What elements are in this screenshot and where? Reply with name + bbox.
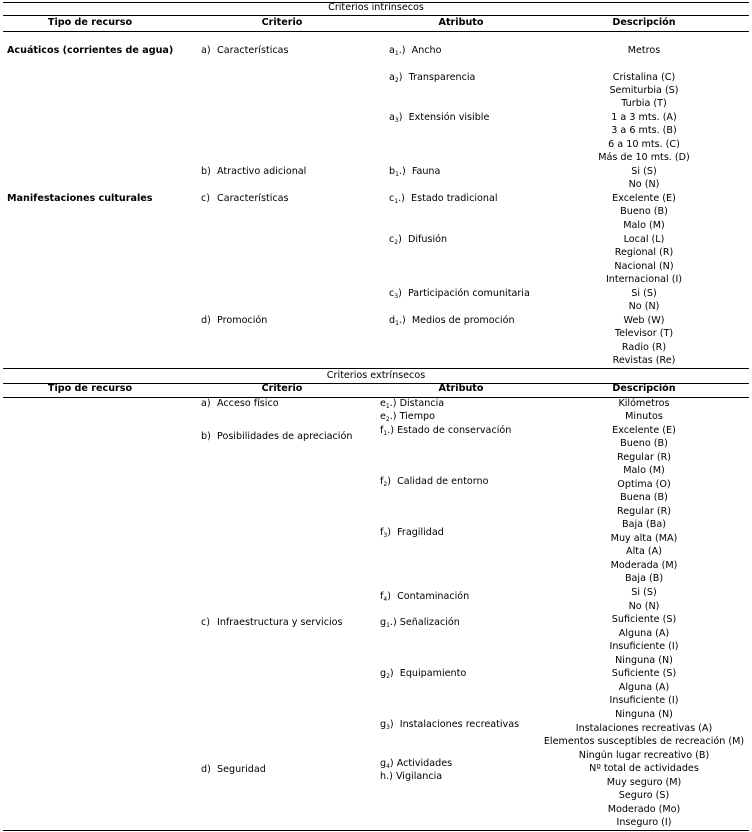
atributo-text: Fauna bbox=[411, 166, 441, 177]
s2-atributo bbox=[380, 590, 469, 605]
s2-descripcion: Ninguna (N) bbox=[615, 655, 673, 666]
s1-descripcion: 6 a 10 mts. (C) bbox=[608, 139, 680, 150]
atributo-letter: h bbox=[380, 771, 387, 782]
s2-descripcion: Muy alta (MA) bbox=[610, 533, 678, 544]
s2-descripcion: Insuficiente (I) bbox=[609, 641, 679, 652]
atributo-letter: a bbox=[389, 72, 395, 83]
atributo-sep: ) bbox=[389, 668, 400, 679]
s1-tipo-acuaticos: Acuáticos (corrientes de agua) bbox=[7, 45, 174, 56]
s1-criterio-letter: b) bbox=[201, 166, 211, 177]
atributo-letter: a bbox=[389, 45, 395, 56]
s2-descripcion: Alta (A) bbox=[626, 546, 662, 557]
s2-descripcion: Instalaciones recreativas (A) bbox=[575, 723, 713, 734]
s2-atributo bbox=[380, 424, 511, 439]
s1-atributo bbox=[389, 287, 530, 302]
s2-descripcion: Ninguna (N) bbox=[615, 709, 673, 720]
atributo-index: 3 bbox=[394, 293, 399, 300]
s1-header-atributo: Atributo bbox=[438, 17, 484, 28]
s1-descripcion: Más de 10 mts. (D) bbox=[598, 152, 690, 163]
s1-descripcion: Televisor (T) bbox=[614, 328, 674, 339]
atributo-index: 2 bbox=[383, 481, 388, 488]
atributo-index: 2 bbox=[394, 239, 399, 246]
atributo-sep: .) bbox=[387, 425, 398, 436]
s2-descripcion: No (N) bbox=[628, 601, 660, 612]
atributo-index: 1 bbox=[395, 320, 399, 327]
atributo-text: Vigilancia bbox=[395, 771, 443, 782]
atributo-index: 2 bbox=[385, 416, 390, 423]
atributo-letter: f bbox=[380, 476, 384, 487]
atributo-index: 1 bbox=[394, 50, 399, 57]
s1-descripcion: Si (S) bbox=[631, 166, 657, 177]
atributo-text: Transparencia bbox=[408, 72, 476, 83]
s2-atributo bbox=[380, 770, 442, 784]
s1-atributo bbox=[389, 165, 440, 180]
atributo-text: Distancia bbox=[399, 398, 445, 409]
atributo-letter: f bbox=[380, 425, 384, 436]
atributo-letter: g bbox=[380, 668, 387, 679]
s1-descripcion: Cristalina (C) bbox=[612, 72, 676, 83]
atributo-letter: g bbox=[380, 719, 387, 730]
atributo-index: 4 bbox=[383, 596, 388, 603]
s1-descripcion: No (N) bbox=[628, 301, 660, 312]
atributo-text: Extensión visible bbox=[408, 112, 490, 123]
s2-header-atributo: Atributo bbox=[438, 383, 484, 394]
s1-atributo bbox=[389, 71, 475, 86]
s1-tipo-manifestaciones: Manifestaciones culturales bbox=[7, 193, 153, 204]
atributo-letter: e bbox=[380, 398, 386, 409]
s2-criterio-letter: b) bbox=[201, 431, 211, 442]
s1-descripcion: Turbia (T) bbox=[621, 98, 667, 109]
atributo-letter: c bbox=[389, 234, 395, 245]
atributo-letter: f bbox=[380, 591, 384, 602]
s2-descripcion: Bueno (B) bbox=[620, 438, 668, 449]
atributo-sep: .) bbox=[398, 45, 412, 56]
s1-criterio-label: Características bbox=[217, 193, 289, 204]
bottom-rule bbox=[3, 830, 749, 831]
s2-descripcion: Moderada (M) bbox=[610, 560, 678, 571]
atributo-text: Tiempo bbox=[399, 411, 436, 422]
s2-header-tipo: Tipo de recurso bbox=[47, 383, 133, 394]
s2-descripcion: Elementos susceptibles de recreación (M) bbox=[543, 736, 745, 747]
atributo-index: 3 bbox=[386, 724, 390, 731]
s1-descripcion: 3 a 6 mts. (B) bbox=[611, 125, 677, 136]
atributo-sep: ) bbox=[387, 591, 398, 602]
s2-atributo bbox=[380, 475, 488, 490]
s2-descripcion: Excelente (E) bbox=[612, 425, 676, 436]
s2-descripcion: Regular (R) bbox=[617, 506, 671, 517]
atributo-text: Estado tradicional bbox=[411, 193, 498, 204]
atributo-letter: c bbox=[389, 288, 395, 299]
s1-atributo bbox=[389, 314, 515, 329]
s2-descripcion: Alguna (A) bbox=[618, 682, 670, 693]
s2-criterio-label: Posibilidades de apreciación bbox=[217, 431, 353, 442]
s1-descripcion: Radio (R) bbox=[621, 342, 667, 353]
s2-descripcion: Buena (B) bbox=[620, 492, 668, 503]
atributo-index: 4 bbox=[386, 763, 390, 770]
s2-descripcion: Nº total de actividades bbox=[589, 763, 699, 774]
s1-criterio-letter: d) bbox=[201, 315, 211, 326]
atributo-text: Señalización bbox=[399, 617, 460, 628]
s2-descripcion: Minutos bbox=[625, 411, 663, 422]
s2-descripcion: Inseguro (I) bbox=[616, 817, 672, 828]
s1-descripcion: Internacional (I) bbox=[605, 274, 683, 285]
s1-header-criterio: Criterio bbox=[261, 17, 303, 28]
s1-criterio-label: Características bbox=[217, 45, 289, 56]
atributo-text: Equipamiento bbox=[399, 668, 467, 679]
atributo-sep: .) bbox=[398, 315, 412, 326]
atributo-index: 1 bbox=[395, 171, 399, 178]
s2-descripcion: Alguna (A) bbox=[618, 628, 670, 639]
s2-atributo bbox=[380, 526, 444, 541]
s1-criterio-letter: a) bbox=[201, 45, 211, 56]
s2-descripcion: Malo (M) bbox=[623, 465, 665, 476]
s2-descripcion: Ningún lugar recreativo (B) bbox=[578, 750, 710, 761]
atributo-index: 1 bbox=[386, 622, 390, 629]
s1-header-descripcion: Descripción bbox=[612, 17, 676, 28]
s1-descripcion: Nacional (N) bbox=[614, 261, 674, 272]
atributo-letter: f bbox=[380, 527, 384, 538]
s1-descripcion: Revistas (Re) bbox=[612, 355, 676, 366]
s1-header-tipo: Tipo de recurso bbox=[47, 17, 133, 28]
s1-descripcion: Semiturbia (S) bbox=[609, 85, 679, 96]
atributo-letter: b bbox=[389, 166, 396, 177]
s1-descripcion: Web (W) bbox=[623, 315, 665, 326]
s1-atributo bbox=[389, 111, 489, 126]
atributo-index: 3 bbox=[383, 532, 388, 539]
atributo-text: Instalaciones recreativas bbox=[399, 719, 520, 730]
s2-criterio-label: Seguridad bbox=[217, 764, 266, 775]
s1-descripcion: Malo (M) bbox=[623, 220, 665, 231]
s2-criterio-letter: c) bbox=[201, 617, 211, 628]
atributo-sep: .) bbox=[389, 411, 400, 422]
atributo-index: 1 bbox=[385, 403, 390, 410]
atributo-sep: ) bbox=[398, 288, 408, 299]
s1-descripcion: Regional (R) bbox=[614, 247, 674, 258]
atributo-index: 3 bbox=[394, 117, 399, 124]
s1-descripcion: Si (S) bbox=[631, 288, 657, 299]
s1-descripcion: Local (L) bbox=[623, 234, 665, 245]
atributo-letter: c bbox=[389, 193, 395, 204]
s1-criterio-label: Promoción bbox=[217, 315, 268, 326]
atributo-text: Medios de promoción bbox=[411, 315, 515, 326]
s1-descripcion: No (N) bbox=[628, 179, 660, 190]
s2-header-criterio: Criterio bbox=[261, 383, 303, 394]
atributo-sep: ) bbox=[387, 476, 398, 487]
atributo-sep: ) bbox=[387, 527, 398, 538]
s1-descripcion: 1 a 3 mts. (A) bbox=[611, 112, 677, 123]
atributo-letter: e bbox=[380, 411, 386, 422]
s2-descripcion: Optima (O) bbox=[617, 479, 671, 490]
atributo-letter: a bbox=[389, 112, 395, 123]
s1-atributo bbox=[389, 233, 447, 248]
s2-descripcion: Seguro (S) bbox=[618, 790, 670, 801]
s2-atributo bbox=[380, 718, 519, 733]
s2-descripcion: Suficiente (S) bbox=[611, 614, 677, 625]
s1-descripcion: Excelente (E) bbox=[612, 193, 676, 204]
s2-descripcion: Moderado (Mo) bbox=[607, 804, 681, 815]
s2-atributo bbox=[380, 616, 460, 631]
atributo-text: Contaminación bbox=[397, 591, 470, 602]
s1-atributo bbox=[389, 192, 498, 207]
s1-header-rule bbox=[3, 31, 749, 32]
s1-descripcion: Bueno (B) bbox=[620, 206, 668, 217]
atributo-sep: ) bbox=[398, 72, 409, 83]
atributo-sep: .) bbox=[389, 617, 400, 628]
s2-descripcion: Suficiente (S) bbox=[611, 668, 677, 679]
atributo-letter: g bbox=[380, 758, 387, 769]
s2-criterio-letter: a) bbox=[201, 398, 211, 409]
s2-descripcion: Kilómetros bbox=[618, 398, 670, 409]
s2-descripcion: Muy seguro (M) bbox=[606, 777, 682, 788]
atributo-index: 2 bbox=[394, 77, 399, 84]
atributo-text: Participación comunitaria bbox=[407, 288, 530, 299]
s2-descripcion: Baja (Ba) bbox=[621, 519, 667, 530]
s2-descripcion: Baja (B) bbox=[624, 573, 664, 584]
atributo-sep: ) bbox=[398, 112, 409, 123]
s1-criterio-letter: c) bbox=[201, 193, 211, 204]
atributo-sep: .) bbox=[398, 193, 412, 204]
section2-title: Criterios extrínsecos bbox=[326, 370, 426, 381]
atributo-text: Actividades bbox=[396, 758, 453, 769]
s2-criterio-label: Infraestructura y servicios bbox=[217, 617, 343, 628]
atributo-letter: g bbox=[380, 617, 387, 628]
atributo-sep: .) bbox=[398, 166, 412, 177]
atributo-text: Estado de conservación bbox=[397, 425, 512, 436]
atributo-sep: ) bbox=[389, 758, 397, 769]
s2-atributo bbox=[380, 667, 466, 682]
atributo-sep: .) bbox=[386, 771, 396, 782]
atributo-text: Difusión bbox=[407, 234, 448, 245]
atributo-index: 2 bbox=[386, 673, 390, 680]
atributo-sep: ) bbox=[398, 234, 408, 245]
atributo-sep: ) bbox=[389, 719, 400, 730]
s2-criterio-letter: d) bbox=[201, 764, 211, 775]
s2-atributo bbox=[380, 410, 435, 425]
s2-header-descripcion: Descripción bbox=[612, 383, 676, 394]
atributo-text: Ancho bbox=[411, 45, 442, 56]
atributo-text: Fragilidad bbox=[397, 527, 444, 538]
s1-descripcion: Metros bbox=[627, 45, 661, 56]
atributo-letter: d bbox=[389, 315, 396, 326]
s1-criterio-label: Atractivo adicional bbox=[217, 166, 307, 177]
s2-descripcion: Si (S) bbox=[631, 587, 657, 598]
s2-descripcion: Regular (R) bbox=[617, 452, 671, 463]
atributo-text: Calidad de entorno bbox=[397, 476, 489, 487]
s2-descripcion: Insuficiente (I) bbox=[609, 695, 679, 706]
atributo-sep: .) bbox=[389, 398, 400, 409]
section1-title: Criterios intrínsecos bbox=[328, 2, 424, 13]
s1-atributo bbox=[389, 44, 442, 59]
atributo-index: 1 bbox=[394, 198, 399, 205]
s2-criterio-label: Acceso físico bbox=[217, 398, 279, 409]
atributo-index: 1 bbox=[383, 430, 388, 437]
